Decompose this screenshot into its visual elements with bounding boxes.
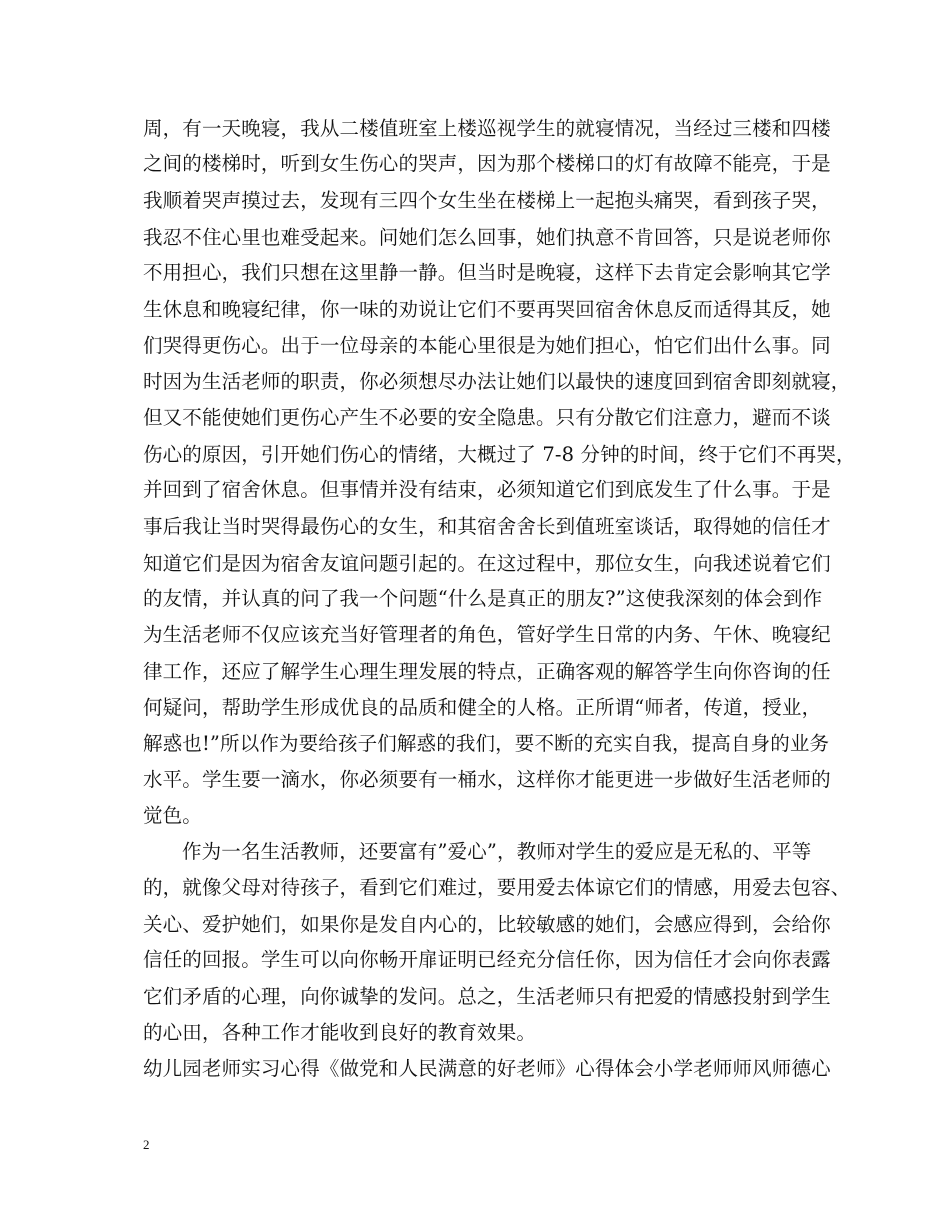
text-line: 水平。学生要一滴水，你必须要有一桶水，这样你才能更进一步做好生活老师的 [143,768,831,791]
text-line: 信任的回报。学生可以向你畅开扉证明已经充分信任你，因为信任才会向你表露 [143,948,831,971]
page-number: 2 [143,1137,150,1152]
text-line: 觉色。 [143,804,202,827]
text-line: 解惑也!”所以作为要给孩子们解惑的我们，要不断的充实自我，提高自身的业务 [143,732,830,755]
text-line: 何疑问，帮助学生形成优良的品质和健全的人格。正所谓“师者，传道，授业， [143,696,822,719]
text-line: 周，有一天晚寝，我从二楼值班室上楼巡视学生的就寝情况，当经过三楼和四楼 [143,117,831,140]
text-line: 律工作，还应了解学生心理生理发展的特点，正确客观的解答学生向你咨询的任 [143,660,831,683]
text-line: 我忍不住心里也难受起来。问她们怎么回事，她们执意不肯回答，只是说老师你 [143,226,831,249]
text-line: 们哭得更伤心。出于一位母亲的本能心里很是为她们担心，怕它们出什么事。同 [143,334,831,357]
text-line: 伤心的原因，引开她们伤心的情绪，大概过了 7-8 分钟的时间，终于它们不再哭， [143,443,856,466]
text-line: 它们矛盾的心理，向你诚挚的发问。总之，生活老师只有把爱的情感投射到学生 [143,985,831,1008]
text-line: 的，就像父母对待孩子，看到它们难过，要用爱去体谅它们的情感，用爱去包容、 [143,876,851,899]
text-line: 不用担心，我们只想在这里静一静。但当时是晚寝，这样下去肯定会影响其它学 [143,261,831,284]
text-line: 我顺着哭声摸过去，发现有三四个女生坐在楼梯上一起抱头痛哭，看到孩子哭， [143,189,831,212]
text-line: 生休息和晚寝纪律，你一味的劝说让它们不要再哭回宿舍休息反而适得其反，她 [143,298,831,321]
text-line: 时因为生活老师的职责，你必须想尽办法让她们以最快的速度回到宿舍即刻就寝， [143,370,851,393]
text-line: 的友情，并认真的问了我一个问题“什么是真正的朋友?”这使我深刻的体会到作 [143,587,823,610]
text-line: 为生活老师不仅应该充当好管理者的角色，管好学生日常的内务、午休、晚寝纪 [143,623,831,646]
text-line: 知道它们是因为宿舍友谊问题引起的。在这过程中，那位女生，向我述说着它们 [143,552,831,575]
related-links-line: 幼儿园老师实习心得《做党和人民满意的好老师》心得体会小学老师师风师德心 [143,1057,831,1080]
text-line: 之间的楼梯时，听到女生伤心的哭声，因为那个楼梯口的灯有故障不能亮，于是 [143,152,831,175]
text-line: 关心、爱护她们，如果你是发自内心的，比较敏感的她们，会感应得到，会给你 [143,913,831,936]
text-line: 的心田，各种工作才能收到良好的教育效果。 [143,1021,537,1044]
text-line: 并回到了宿舍休息。但事情并没有结束，必须知道它们到底发生了什么事。于是 [143,478,831,501]
text-line: 但又不能使她们更伤心产生不必要的安全隐患。只有分散它们注意力，避而不谈 [143,406,831,429]
text-line: 事后我让当时哭得最伤心的女生，和其宿舍舍长到值班室谈话，取得她的信任才 [143,515,831,538]
paragraph-first-line: 作为一名生活教师，还要富有”爱心”，教师对学生的爱应是无私的、平等 [182,840,812,863]
